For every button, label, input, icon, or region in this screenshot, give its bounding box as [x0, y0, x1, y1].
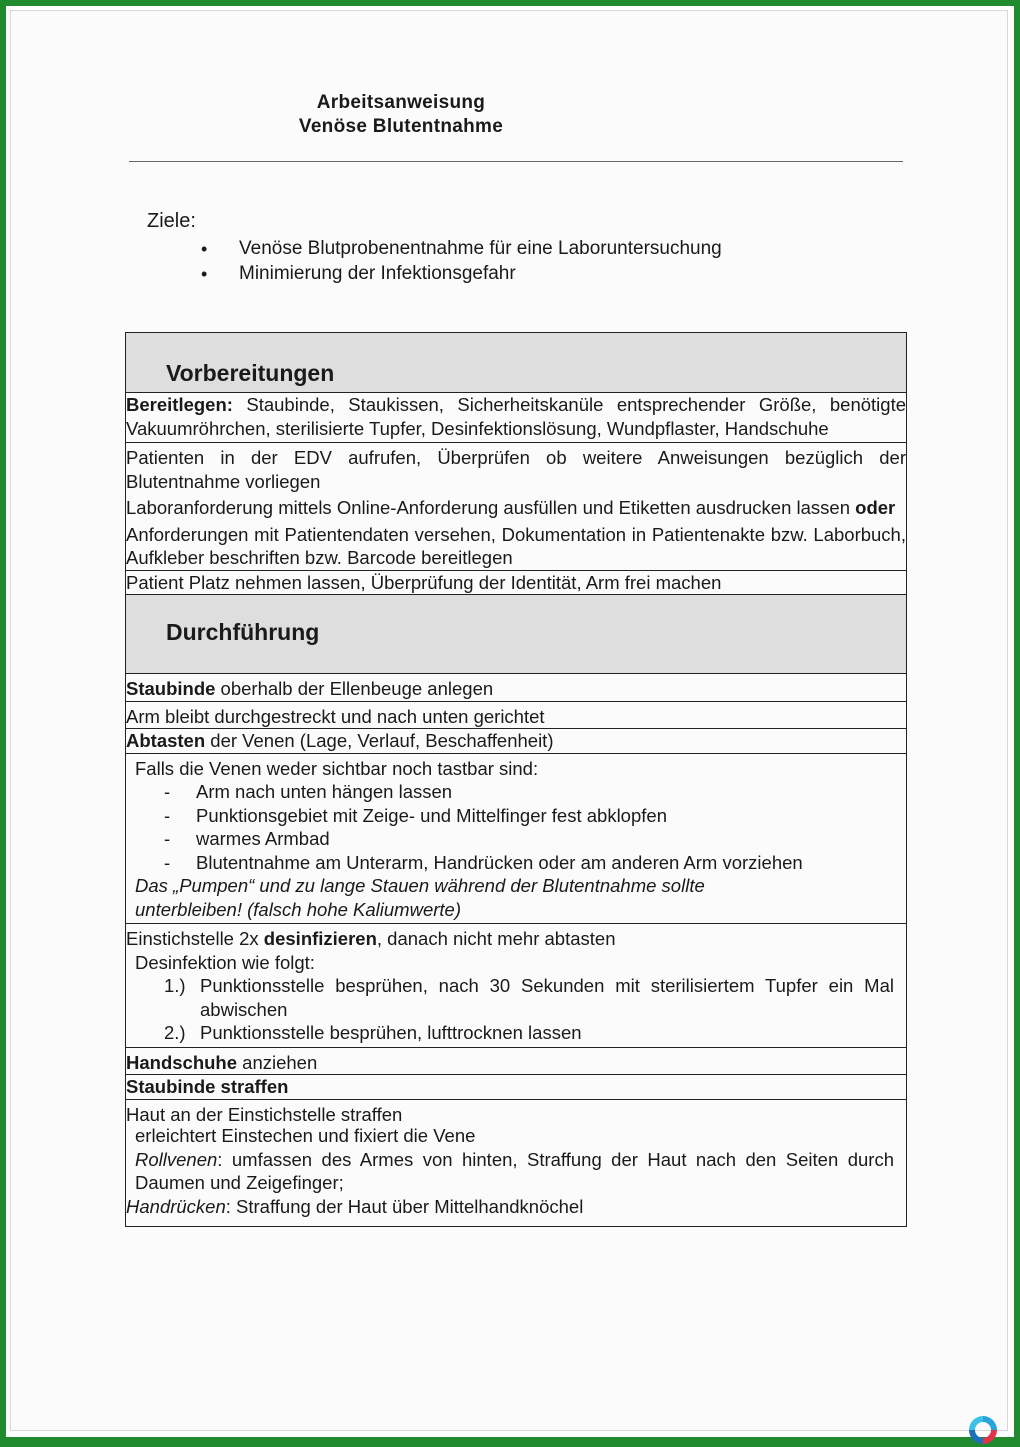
disinfect-intro: Desinfektion wie folgt:: [135, 951, 315, 973]
prep-edv: Patienten in der EDV aufrufen, Überprüfen ob weitere Anweisungen bezüglich der Blutentnahme vorliegen: [126, 447, 906, 492]
skin-line-1: Haut an der Einstichstelle straffen: [126, 1103, 403, 1125]
exec-row-veins-hidden: [126, 753, 907, 924]
list-item: [126, 804, 906, 828]
disinfect-label: desinfizieren: [263, 928, 377, 949]
dash-marker: -: [164, 851, 171, 873]
doc-subtitle: Venöse Blutentnahme: [298, 116, 504, 137]
materials-list: Staubinde, Staukissen, Sicherheitskanüle entsprechender Größe, benötigte Vakuumröhrchen, sterilisierte Tupfer, Desinfektionslösung, Wundpflaster, Handschuhe: [126, 394, 906, 439]
prep-documentation: Anforderungen mit Patientendaten versehen, Dokumentation in Patientenakte bzw. Laborbuch, Aufkleber beschriften bzw. Barcode bereitlegen: [126, 523, 906, 568]
materials-label: Bereitlegen:: [126, 394, 233, 415]
hand-label: Handrücken: [126, 1195, 226, 1217]
pumping-warning: Das „Pumpen“ und zu lange Stauen während der Blutentnahme sollte unterbleiben! (falsch hohe Kaliumwerte): [135, 875, 705, 920]
dash-marker: -: [164, 781, 171, 802]
disinfect-post: , danach nicht mehr abtasten: [376, 928, 616, 949]
exec-row-palpate: [126, 729, 907, 754]
list-item: [126, 974, 906, 1021]
prep-patient-text: Patient Platz nehmen lassen, Überprüfung der Identität, Arm frei machen: [126, 571, 722, 593]
goals-label: Ziele:: [147, 210, 196, 232]
list-item-text: Arm nach unten hängen lassen: [196, 781, 453, 802]
gloves-desc: anziehen: [237, 1051, 318, 1073]
tourniquet-desc: oberhalb der Ellenbeuge anlegen: [215, 678, 494, 699]
skin-hand: [126, 1195, 906, 1219]
veins-intro: Falls die Venen weder sichtbar noch tastbar sind:: [135, 757, 539, 779]
skin-rollvenen: [126, 1148, 906, 1195]
step-number: 1.): [164, 975, 186, 996]
list-item-text: warmes Armbad: [196, 828, 330, 849]
gloves-text: [126, 1051, 906, 1075]
exec-row-gloves: [126, 1047, 907, 1075]
materials-text: [126, 393, 906, 442]
goal-item: • Minimierung der Infektionsgefahr: [239, 262, 516, 286]
lab-request-text: Laboranforderung mittels Online-Anforderung ausfüllen und Etiketten ausdrucken lassen: [126, 497, 856, 518]
palpate-label: Abtasten: [126, 730, 206, 751]
list-item-text: Blutentnahme am Unterarm, Handrücken oder am anderen Arm vorziehen: [196, 851, 803, 873]
section-header-preparation: Vorbereitungen: [126, 333, 907, 393]
or-label: oder: [855, 497, 896, 518]
doc-title: Arbeitsanweisung: [316, 92, 486, 113]
list-item-text: Punktionsgebiet mit Zeige- und Mittelfinger fest abklopfen: [196, 804, 667, 826]
circular-arrows-logo-icon: [966, 1413, 1000, 1447]
rollvenen-label: Rollvenen: [135, 1148, 218, 1170]
disinfect-pre: Einstichstelle 2x: [126, 928, 264, 949]
rollvenen-desc: : umfassen des Armes von hinten, Straffung der Haut nach den Seiten durch Daumen und Zeigefinger;: [135, 1148, 894, 1193]
tourniquet-text: [126, 677, 906, 701]
prep-row-materials: [126, 393, 907, 443]
title-divider: [129, 161, 903, 162]
page-frame: [6, 6, 1014, 1437]
prep-lab-request: [126, 496, 906, 520]
step-number: 2.): [164, 1022, 186, 1043]
prep-row-admin: [126, 443, 907, 571]
prep-row-patient: [126, 570, 907, 595]
skin-line-2: erleichtert Einstechen und fixiert die Vene: [135, 1125, 476, 1146]
section-header-execution: Durchführung: [126, 595, 907, 674]
hand-desc: : Straffung der Haut über Mittelhandknöchel: [225, 1195, 584, 1217]
dash-marker: -: [164, 828, 171, 849]
document-page: [10, 10, 1008, 1431]
list-item: [126, 780, 906, 804]
exec-row-arm: [126, 701, 907, 729]
tighten-label: Staubinde straffen: [126, 1076, 289, 1097]
list-item: [126, 1021, 906, 1047]
exec-row-tourniquet: [126, 674, 907, 702]
palpate-desc: der Venen (Lage, Verlauf, Beschaffenheit): [205, 730, 554, 751]
dash-marker: -: [164, 804, 171, 826]
tighten-text: [126, 1075, 906, 1099]
tourniquet-label: Staubinde: [126, 678, 216, 699]
exec-row-disinfect: [126, 924, 907, 1048]
step-text: Punktionsstelle besprühen, lufttrocknen lassen: [200, 1022, 582, 1043]
arm-text: Arm bleibt durchgestreckt und nach unten gerichtet: [126, 705, 545, 727]
palpate-text: [126, 729, 906, 753]
goal-item: • Venöse Blutprobenentnahme für eine Laboruntersuchung: [239, 237, 722, 261]
list-item: [126, 851, 906, 875]
exec-row-skin: [126, 1099, 907, 1226]
list-item: [126, 827, 906, 851]
disinfect-text: [126, 927, 906, 951]
procedure-table: [125, 332, 907, 1227]
exec-row-tighten: [126, 1075, 907, 1100]
step-text: Punktionsstelle besprühen, nach 30 Sekunden mit sterilisiertem Tupfer ein Mal abwischen: [200, 975, 894, 1020]
gloves-label: Handschuhe: [126, 1051, 238, 1073]
